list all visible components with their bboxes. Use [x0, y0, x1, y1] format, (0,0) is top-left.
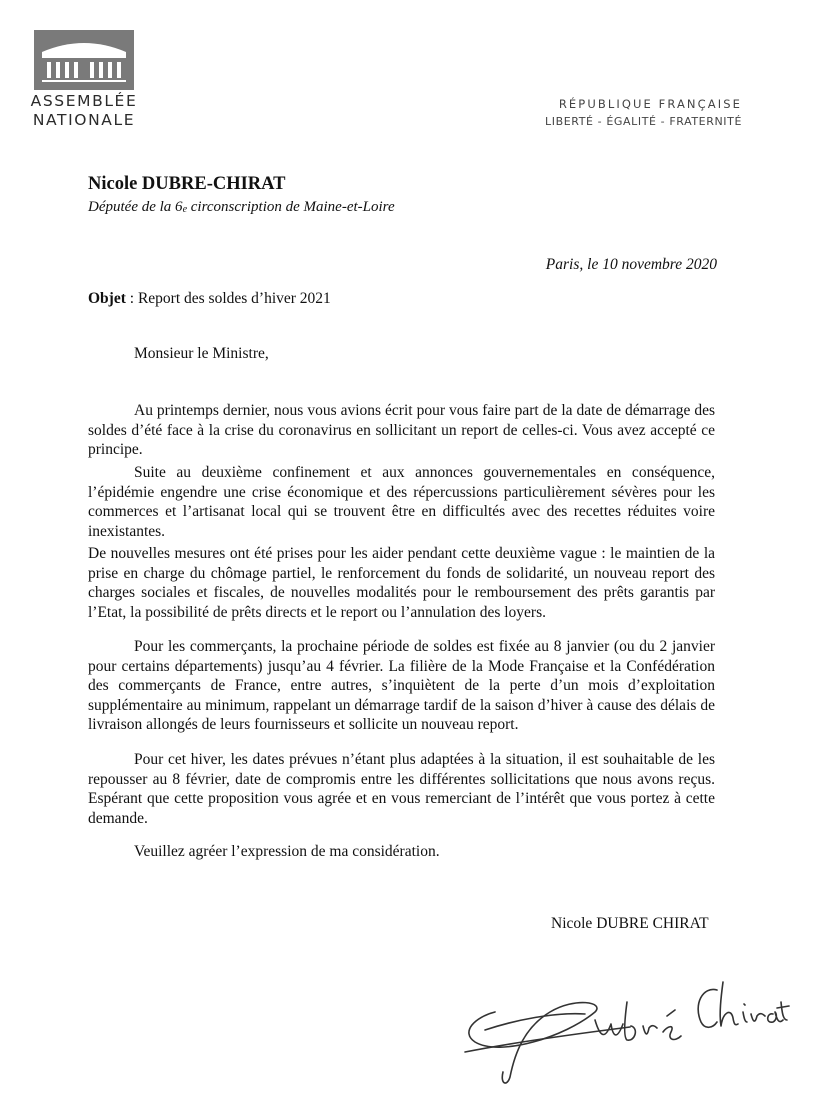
subject-text: Report des soldes d’hiver 2021 [137, 290, 331, 307]
paragraph: Au printemps dernier, nous vous avions écrit pour vous faire part de la date de démarrage des soldes d’été face à la crise du coronavirus en sollicitant un report de celles-ci. Vous avez accepté ce principe. [88, 402, 715, 459]
logo-line-2: NATIONALE [32, 111, 136, 129]
hemicycle-icon [34, 30, 134, 90]
paragraph: De nouvelles mesures ont été prises pour les aider pendant cette deuxième vague : le maintien de la prise en charge du chômage partiel, le renforcement du fonds de solidarité, un nouveau report des charges sociales et fiscales, de nouvelles modalités pour le remboursement des prêts garantis par l’Etat, la possibilité de prêts directs et le report ou l’annulation des loyers. [88, 545, 715, 621]
paragraph: Suite au deuxième confinement et aux annonces gouvernementales en conséquence, l’épidémie engendre une crise économique et des répercussions particulièrement sévères pour les commerces et l’artisanat local qui se trouvent être en difficultés avec des recettes réduites voire inexistantes. [88, 464, 715, 540]
republic-header [545, 96, 742, 130]
closing-formula: Veuillez agréer l’expression de ma considération. [134, 843, 440, 860]
author-role: Députée de la $6_e$ circonscription de Maine-et-Loire [88, 199, 395, 215]
letter-date: Paris, le 10 novembre 2020 [545, 256, 717, 273]
republic-name: RÉPUBLIQUE FRANÇAISE [558, 97, 742, 111]
letter-subject: Objet : Report des soldes d’hiver 2021 [88, 290, 331, 307]
paragraph: Pour les commerçants, la prochaine période de soldes est fixée au 8 janvier (ou du 2 janvier pour certains départements) jusqu’au 4 février. La filière de la Mode Française et la Confédération des commerçants de France, entre autres, s’inquiètent de la perte d’un mois d’exploitation supplémentaire au minimum, rappelant un démarrage tardif de la saison d’hiver à cause des délais de livraison allongés de leurs fournisseurs et sollicite un nouveau report. [88, 638, 715, 734]
signer-name: Nicole DUBRE CHIRAT [551, 915, 709, 932]
handwritten-signature [455, 942, 795, 1092]
paragraph: Pour cet hiver, les dates prévues n’étant plus adaptées à la situation, il est souhaitable de les repousser au 8 février, date de compromis entre les différentes sollicitations que nous avons reçus. Espérant que cette proposition vous agrée et en vous remerciant de l’intérêt que vous portez à cette demande. [88, 751, 715, 827]
author-name: Nicole DUBRE-CHIRAT [88, 174, 286, 194]
logo-line-1: ASSEMBLÉE [30, 92, 138, 110]
assemblee-nationale-logo [30, 30, 142, 128]
subject-label: Objet [88, 290, 126, 307]
salutation: Monsieur le Ministre, [134, 345, 269, 362]
republic-motto: LIBERTÉ - ÉGALITÉ - FRATERNITÉ [545, 115, 742, 128]
